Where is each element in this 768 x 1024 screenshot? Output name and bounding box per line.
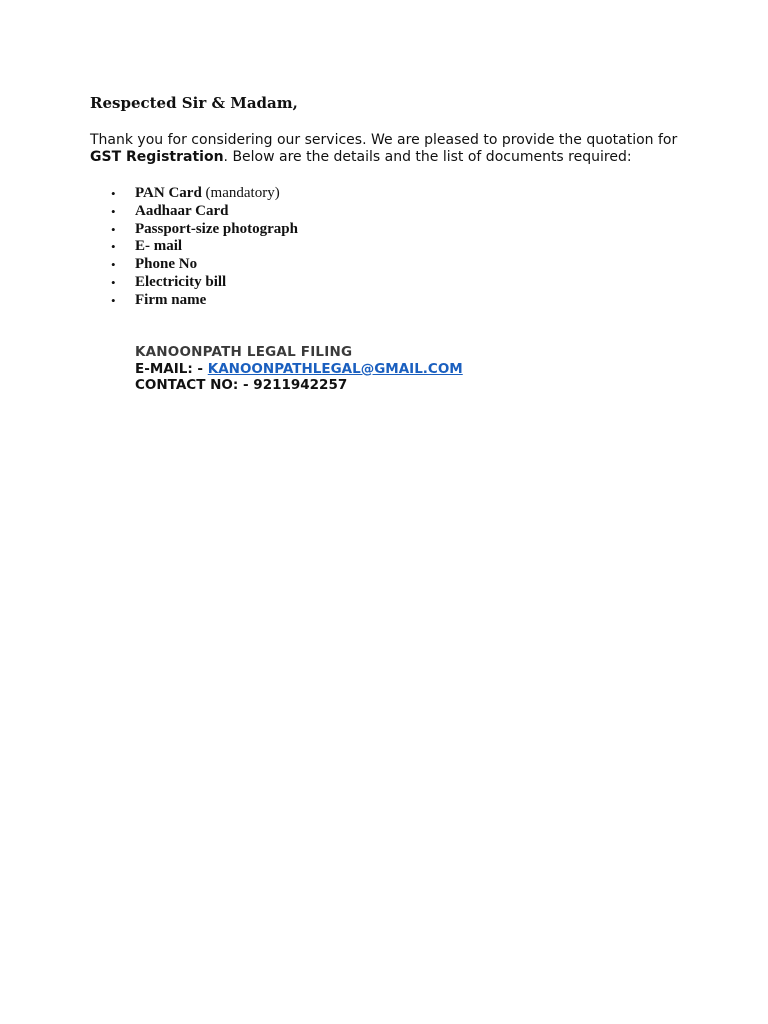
intro-text-end: . Below are the details and the list of documents required: <box>223 149 632 165</box>
signature-block <box>135 344 463 394</box>
document-name: Firm name <box>135 291 207 308</box>
bullet-icon: • <box>111 239 116 255</box>
list-item <box>90 185 298 203</box>
list-item <box>90 292 298 310</box>
document-name: Phone No <box>135 256 198 273</box>
bullet-icon: • <box>111 221 116 237</box>
list-item <box>90 256 298 274</box>
list-item <box>90 221 298 239</box>
email-label: E-MAIL: - <box>135 360 208 377</box>
contact-number: 9211942257 <box>253 377 348 393</box>
salutation: Respected Sir & Madam, <box>90 94 298 112</box>
company-name: KANOONPATH LEGAL FILING <box>135 344 353 360</box>
document-name: PAN Card <box>135 185 202 201</box>
bullet-icon: • <box>111 274 116 290</box>
intro-paragraph <box>90 132 710 166</box>
contact-line <box>135 377 463 394</box>
documents-list <box>90 185 298 310</box>
bullet-icon: • <box>111 257 116 273</box>
document-note: (mandatory) <box>201 185 280 201</box>
document-name: Passport-size photograph <box>135 220 298 237</box>
email-line <box>135 361 463 378</box>
document-name: Electricity bill <box>135 273 227 290</box>
list-item <box>90 238 298 256</box>
list-item <box>90 274 298 292</box>
email-link[interactable]: KANOONPATHLEGAL@GMAIL.COM <box>207 360 463 377</box>
bullet-icon: • <box>111 203 116 219</box>
document-name: Aadhaar Card <box>135 202 229 219</box>
service-name: GST Registration <box>90 149 224 165</box>
document-name: E- mail <box>135 238 183 255</box>
list-item <box>90 203 298 221</box>
bullet-icon: • <box>111 292 116 308</box>
contact-label: CONTACT NO: - <box>135 377 254 393</box>
intro-text-start: Thank you for considering our services. We are pleased to provide the quotation for <box>90 132 678 148</box>
bullet-icon: • <box>111 186 116 201</box>
